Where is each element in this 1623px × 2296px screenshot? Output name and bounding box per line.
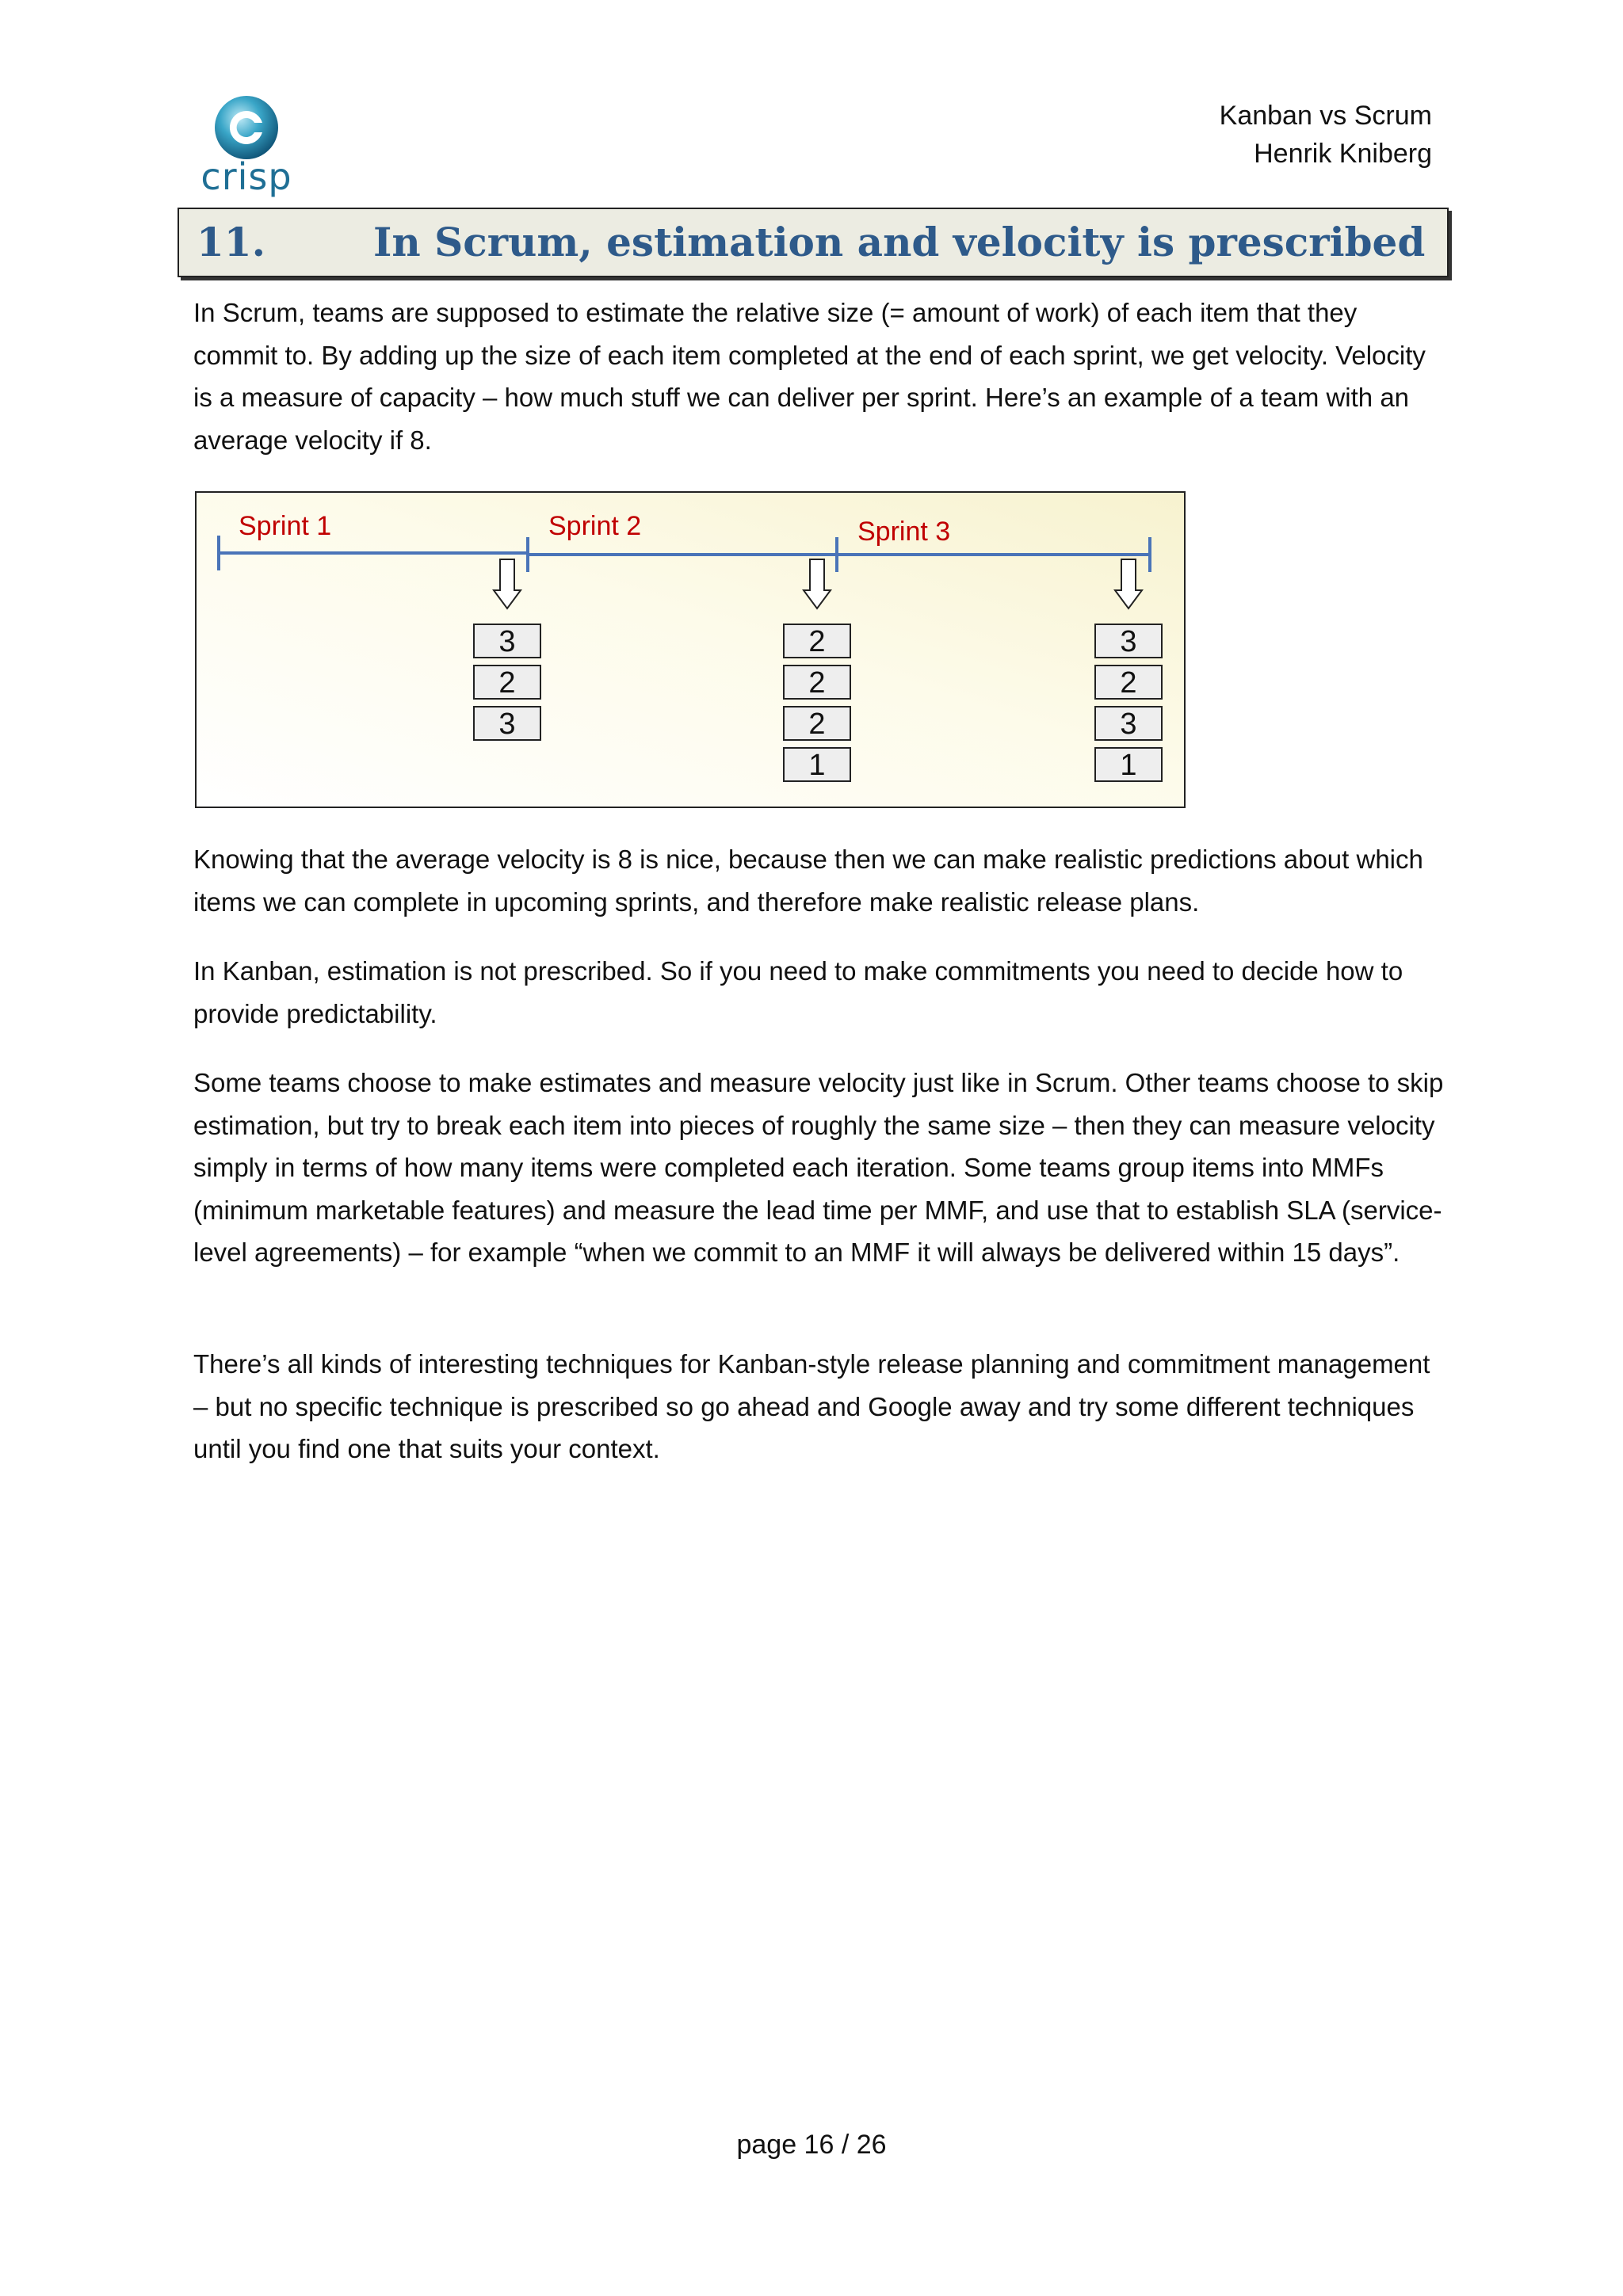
story-point-value: 2 — [808, 666, 826, 700]
story-point-value: 2 — [1120, 666, 1137, 700]
story-point-value: 2 — [808, 707, 826, 741]
story-point-value: 1 — [1120, 749, 1137, 782]
story-point-value: 2 — [808, 625, 826, 658]
section-heading — [178, 208, 1449, 277]
logo-wordmark: crisp — [200, 155, 292, 198]
story-point-value: 3 — [498, 625, 516, 658]
crisp-logo-icon — [212, 93, 281, 162]
doc-title: Kanban vs Scrum — [1219, 101, 1432, 131]
story-point-value: 3 — [1120, 625, 1137, 658]
paragraph-intro: In Scrum, teams are supposed to estimate the relative size (= amount of work) of each item that they commit to. By adding up the size of each item completed at the end of each sprint, we get velocity. Velocity is a measure of capacity – how much stuff we can deliver per sprint. Here’s an example of a team with an average velocity if 8. — [193, 298, 1426, 455]
paragraph-team-approaches: Some teams choose to make estimates and measure velocity just like in Scrum. Other teams choose to skip estimation, but try to break each item into pieces of roughly the same size – then they can measure velocity simply in terms of how many items were completed each iteration. Some teams group items into MMFs (minimum marketable features) and measure the lead time per MMF, and use that to establish SLA (service-level agreements) – for example “when we commit to an MMF it will always be delivered within 15 days”. — [193, 1068, 1444, 1267]
story-point-value: 1 — [808, 749, 826, 782]
velocity-diagram — [195, 491, 1186, 808]
running-header — [1220, 97, 1432, 173]
story-point-value: 3 — [1120, 707, 1137, 741]
paragraph-predictions: Knowing that the average velocity is 8 is nice, because then we can make realistic predictions about which items we can complete in upcoming sprints, and therefore make realistic release plans. — [193, 845, 1423, 917]
story-point-value: 3 — [498, 707, 516, 741]
story-point-value: 2 — [498, 666, 516, 700]
sprint-label: Sprint 1 — [239, 511, 332, 541]
section-number: 11. — [197, 219, 265, 265]
author-name: Henrik Kniberg — [1254, 139, 1432, 169]
section-title: In Scrum, estimation and velocity is prescribed — [373, 219, 1426, 265]
sprint-label: Sprint 2 — [548, 511, 642, 541]
page-number: page 16 / 26 — [736, 2130, 887, 2160]
paragraph-kanban-estimation: In Kanban, estimation is not prescribed. So if you need to make commitments you need to decide how to provide predictability. — [193, 956, 1403, 1028]
crisp-logo — [195, 93, 298, 196]
sprint-label: Sprint 3 — [857, 517, 951, 547]
paragraph-techniques: There’s all kinds of interesting techniques for Kanban-style release planning and commitment management – but no specific technique is prescribed so go ahead and Google away and try some different techniques until you find one that suits your context. — [193, 1349, 1430, 1463]
diagram-frame — [196, 492, 1185, 807]
